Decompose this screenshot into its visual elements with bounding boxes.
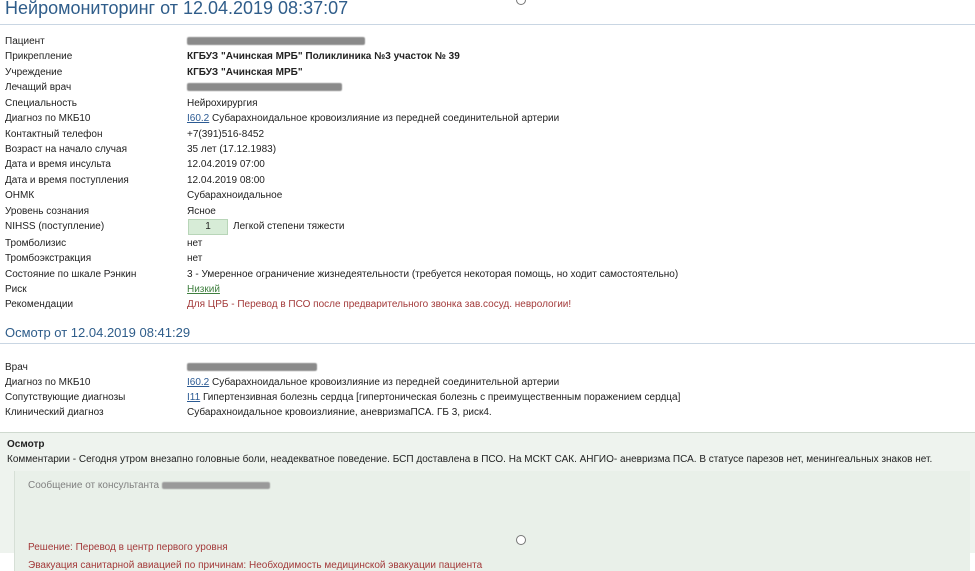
field-label: NIHSS (поступление) (5, 221, 105, 232)
field-label: Диагноз по МКБ10 (5, 377, 91, 388)
exam-panel-heading: Осмотр (7, 439, 45, 450)
comorbid-code-link[interactable]: I11 (187, 392, 201, 403)
exam-field-comorbid (5, 390, 970, 405)
field-value (187, 111, 559, 126)
field-value: нет (187, 253, 203, 264)
consultant-decision: Решение: Перевод в центр первого уровня (28, 542, 228, 553)
field-admission-datetime (5, 173, 970, 188)
field-attachment (5, 49, 970, 64)
field-label: Тромболизис (5, 238, 67, 249)
field-consciousness (5, 204, 970, 219)
scroll-marker-icon (516, 0, 526, 5)
diagnosis-code-link[interactable]: I60.2 (187, 113, 210, 124)
diagnosis-text: Субарахноидальное кровоизлияние из передней соединительной артерии (212, 377, 560, 388)
field-label: Врач (5, 362, 28, 373)
field-label: ОНМК (5, 190, 35, 201)
redacted-exam-doctor (187, 363, 317, 371)
field-label: Контактный телефон (5, 129, 103, 140)
field-label: Клинический диагноз (5, 407, 104, 418)
field-label: Пациент (5, 36, 45, 47)
redacted-doctor-name (187, 83, 342, 91)
field-label: Специальность (5, 98, 77, 109)
exam-field-doctor (5, 360, 970, 375)
field-value: 3 - Умеренное ограничение жизнедеятельности (требуется некоторая помощь, но ходит самостоятельно) (187, 269, 679, 280)
consultant-message-header (28, 480, 270, 491)
field-value: нет (187, 238, 203, 249)
field-label: Учреждение (5, 67, 63, 78)
title-divider (0, 24, 975, 25)
exam-comment: Комментарии - Сегодня утром внезапно головные боли, неадекватное поведение. БСП доставлена в ПСО. На МСКТ САК. АНГИО- аневризма ПСА. В статусе парезов нет, менингеальных знаков нет. (7, 454, 933, 465)
field-phone (5, 127, 970, 142)
field-institution (5, 65, 970, 80)
field-stroke-datetime (5, 157, 970, 172)
field-onmk (5, 188, 970, 203)
field-label: Уровень сознания (5, 206, 90, 217)
risk-link[interactable]: Низкий (187, 284, 220, 295)
field-risk (5, 282, 970, 297)
field-value (187, 80, 342, 95)
field-label: Сопутствующие диагнозы (5, 392, 126, 403)
field-rankin (5, 267, 970, 282)
field-value: Легкой степени тяжести (233, 221, 345, 232)
field-value: 12.04.2019 07:00 (187, 159, 265, 170)
redacted-patient-name (187, 37, 365, 45)
field-attending-doctor (5, 80, 970, 95)
diagnosis-code-link[interactable]: I60.2 (187, 377, 210, 388)
consultant-message-box (14, 471, 970, 571)
field-value (187, 34, 365, 49)
field-value: Нейрохирургия (187, 98, 258, 109)
field-label: Тромбоэкстракция (5, 253, 92, 264)
field-value: КГБУЗ "Ачинская МРБ" Поликлиника №3 участок № 39 (187, 51, 460, 62)
field-specialty (5, 96, 970, 111)
field-nihss (5, 219, 970, 234)
exam-divider (0, 343, 975, 344)
redacted-consultant-name (162, 482, 270, 489)
field-diagnosis (5, 111, 970, 126)
field-value (187, 360, 317, 375)
consultant-evacuation: Эвакуация санитарной авиацией по причинам: Необходимость медицинской эвакуации пациента (28, 560, 483, 571)
diagnosis-text: Субарахноидальное кровоизлияние из передней соединительной артерии (212, 113, 560, 124)
comorbid-text: Гипертензивная болезнь сердца [гипертоническая болезнь с преимущественным поражением сердца] (202, 392, 681, 403)
field-label: Риск (5, 284, 27, 295)
exam-panel (0, 432, 975, 571)
field-label: Дата и время поступления (5, 175, 129, 186)
field-label: Лечащий врач (5, 82, 72, 93)
nihss-score-badge: 1 (188, 219, 228, 235)
field-recommendations (5, 297, 970, 312)
field-value (187, 390, 680, 405)
field-value: КГБУЗ "Ачинская МРБ" (187, 67, 303, 78)
field-thrombectomy (5, 251, 970, 266)
field-label: Возраст на начало случая (5, 144, 127, 155)
exam-field-diagnosis (5, 375, 970, 390)
field-label: Прикрепление (5, 51, 73, 62)
field-patient (5, 34, 970, 49)
field-label: Состояние по шкале Рэнкин (5, 269, 137, 280)
field-value: Субарахноидальное кровоизлияние, аневризмаПСА. ГБ 3, риск4. (187, 407, 492, 418)
consultant-message-label: Сообщение от консультанта (28, 480, 160, 491)
field-value: +7(391)516-8452 (187, 129, 265, 140)
field-value: Ясное (187, 206, 216, 217)
field-value (187, 375, 559, 390)
exam-field-clinical (5, 405, 970, 420)
field-thrombolysis (5, 236, 970, 251)
field-value: Для ЦРБ - Перевод в ПСО после предварительного звонка зав.сосуд. неврологии! (187, 299, 572, 310)
field-age (5, 142, 970, 157)
field-value: 35 лет (17.12.1983) (187, 144, 277, 155)
field-label: Рекомендации (5, 299, 74, 310)
exam-title: Осмотр от 12.04.2019 08:41:29 (5, 325, 191, 340)
field-value: Субарахноидальное (187, 190, 283, 201)
field-label: Дата и время инсульта (5, 159, 111, 170)
scroll-marker-icon (516, 535, 526, 545)
field-label: Диагноз по МКБ10 (5, 113, 91, 124)
field-value: 12.04.2019 08:00 (187, 175, 265, 186)
page-title: Нейромониторинг от 12.04.2019 08:37:07 (5, 0, 349, 18)
